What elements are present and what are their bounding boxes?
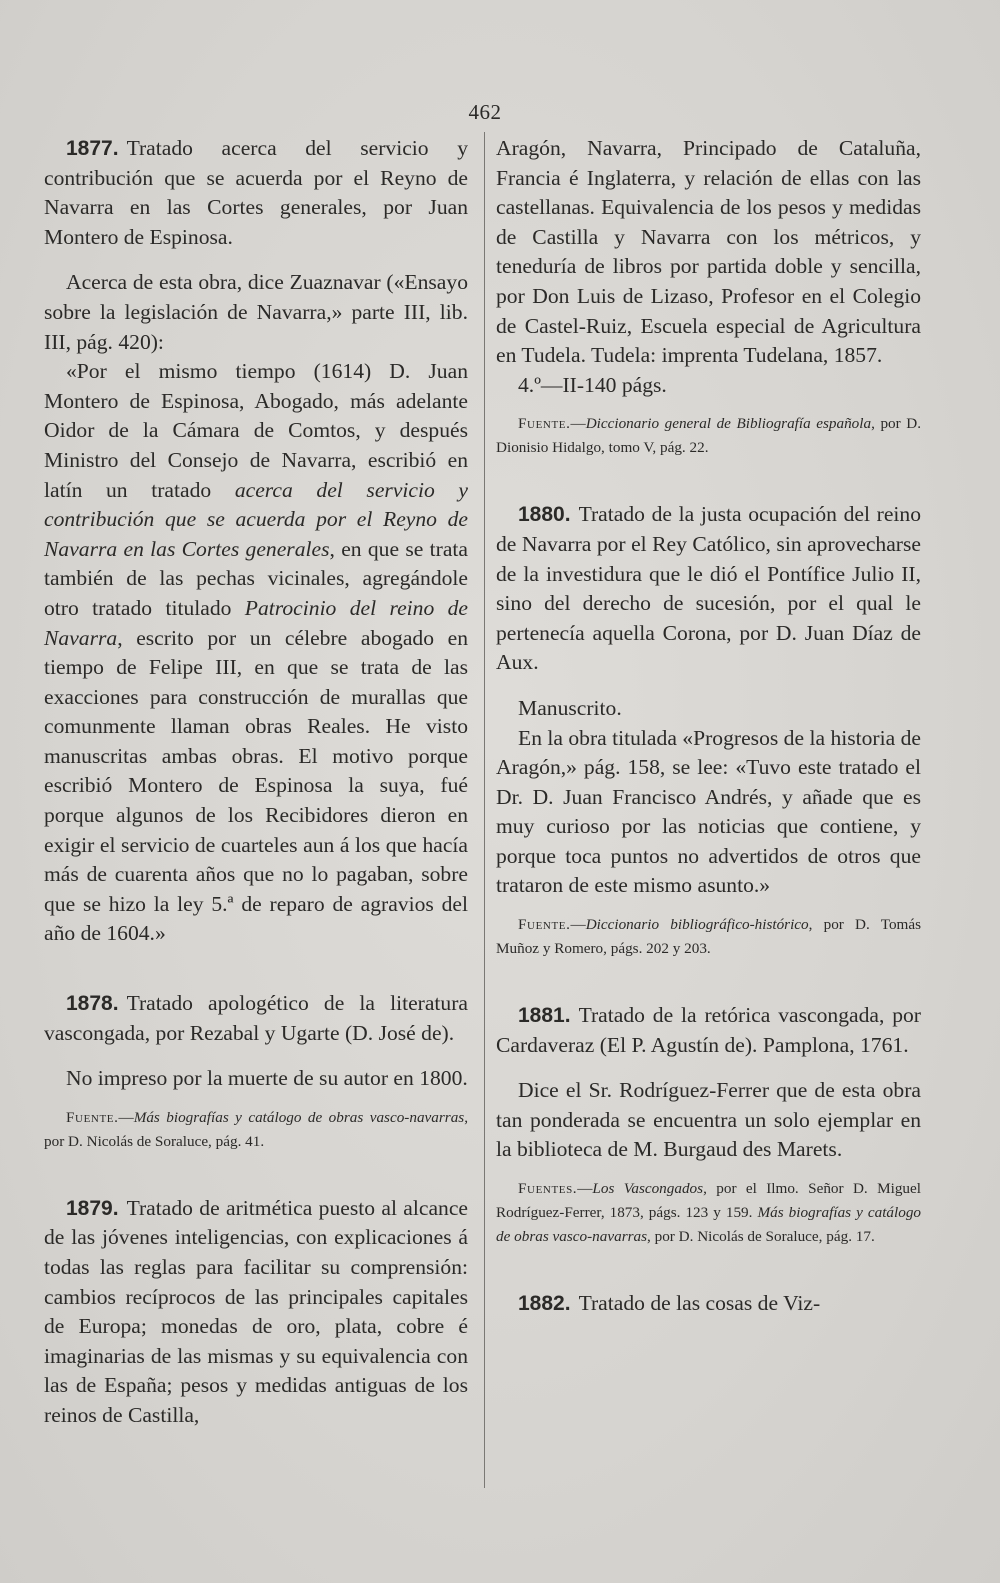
source-rest: , por D. Nicolás de Soraluce, pág. 17. [647, 1228, 875, 1246]
entry-gap [44, 949, 468, 989]
source-rest: , por D. Nicolás de Soraluce, pág. 41. [44, 1108, 468, 1150]
source-title: Diccionario general de Bibliografía española [585, 415, 872, 433]
entry-title-text: Tratado acerca del servicio y contribución que se acuerda por el Reyno de Navarra en las Cortes generales, por Juan Montero de Espinosa. [44, 136, 468, 249]
quote-italic-title: acerca del servicio y contribución que se acuerda por el Reyno de Navarra en las Cortes generales [44, 477, 468, 561]
entry-1878 [44, 989, 468, 1154]
source-label: Fuente. [518, 916, 571, 934]
source-citation [496, 412, 921, 460]
entry-title [496, 1001, 921, 1060]
source-rest: , por el Ilmo. Señor D. Miguel Rodríguez-Ferrer, 1873, págs. 123 y 159. [496, 1180, 921, 1222]
entry-number: 1877. [66, 137, 119, 160]
entry-continued-text: Aragón, Navarra, Principado de Cataluña, Francia é Inglaterra, y relación de ellas con las castellanas. Equivalencia de los pesos y medidas de Castilla y Navarra con los métricos, y teneduría de libros por partida doble y sencilla, por Don Luis de Lizaso, Profesor en el Colegio de Castel-Ruiz, Escuela especial de Agricultura en Tudela. Tudela: imprenta Tudelana, 1857. [496, 136, 921, 368]
quote-text: , en que se trata también de las pechas vicinales, agregándole otro tratado titulado [44, 536, 468, 620]
entry-title-text: Tratado de las cosas de Viz- [578, 1291, 821, 1316]
entry-number: 1879. [66, 1196, 119, 1220]
left-column [44, 134, 468, 1431]
entry-gap [496, 961, 921, 1001]
entry-number: 1880. [518, 503, 571, 527]
entry-number: 1882. [518, 1292, 571, 1316]
source-rest: , por D. Dionisio Hidalgo, tomo V, pág. 22. [496, 415, 921, 457]
entry-number: 1881. [518, 1004, 571, 1028]
source-dash: — [577, 1180, 593, 1198]
source-title: Más biografías y catálogo de obras vasco-navarras [496, 1204, 922, 1246]
source-dash: — [118, 1108, 134, 1126]
entry-title [44, 989, 468, 1048]
entry-title [44, 134, 468, 252]
entry-paragraph: Acerca de esta obra, dice Zuaznavar («Ensayo sobre la legislación de Navarra,» parte III, lib. III, pág. 420): [44, 270, 468, 354]
source-dash: — [570, 916, 586, 934]
quote-italic-title: Patrocinio del reino de Navarra [44, 595, 468, 650]
entry-paragraph: En la obra titulada «Progresos de la historia de Aragón,» pág. 158, se lee: «Tuvo este tratado el Dr. D. Juan Francisco Andrés, y añade que es muy curioso por las noticias que contiene, y porque toca puntos no advertidos de otros que trataron de este mismo asunto.» [496, 725, 921, 898]
entry-1877 [44, 134, 468, 949]
source-label: Fuentes. [518, 1180, 578, 1198]
source-dash: — [570, 415, 586, 433]
entry-number: 1878. [66, 992, 119, 1016]
entry-1881 [496, 1001, 921, 1249]
entry-title-text: Tratado apologético de la literatura vascongada, por Rezabal y Ugarte (D. José de). [44, 991, 468, 1045]
quote-text: «Por el mismo tiempo (1614) D. Juan Montero de Espinosa, Abogado, más adelante Oidor de la Cámara de Comtos, y después Ministro del Consejo de Navarra, escribió en latín un tratado [44, 359, 468, 502]
entry-title [44, 1194, 468, 1431]
entry-title-text: Tratado de aritmética puesto al alcance de las jóvenes inteligencias, con explicaciones á todas las reglas para facilitar su comprensión: cambios recíprocos de las principales capitales de Europa; monedas de oro, plata, cobre é imaginarias de las mismas y su equivalencia con las de España; pesos y medidas antiguas de los reinos de Castilla, [44, 1195, 468, 1427]
source-label: Fuente. [518, 415, 571, 433]
entry-title [496, 1289, 921, 1319]
entry-title [496, 500, 921, 678]
column-divider [484, 132, 485, 1488]
quote-text: , escrito por un célebre abogado en tiempo de Felipe III, en que se trata de las exacciones para construcción de murallas que comunmente llaman obras Reales. He visto manuscritas ambas obras. El motivo porque escribió Montero de Espinosa la suya, fué porque algunos de los Recibidores dieron en exigir el servicio de cuarteles aun á los que hacía más de cuarenta años que no lo pagaban, sobre que se hizo la ley 5.ª de reparo de agravios del año de 1604.» [44, 625, 468, 946]
entry-paragraph: Manuscrito. [518, 695, 622, 720]
entry-title-text: Tratado de la retórica vascongada, por Cardaveraz (El P. Agustín de). Pamplona, 1761. [496, 1003, 921, 1057]
entry-gap [44, 1154, 468, 1194]
source-title: Diccionario bibliográfico-histórico [585, 916, 809, 934]
source-rest: , por D. Tomás Muñoz y Romero, págs. 202 y 203. [496, 916, 921, 958]
entry-1879 [44, 1194, 468, 1431]
entry-title-text: Tratado de la justa ocupación del reino de Navarra por el Rey Católico, sin aprovecharse de la investidura que le dió el Pontífice Julio II, sino del derecho de sucesión, por el qual le pertenecía aquella Corona, por D. Juan Díaz de Aux. [496, 502, 921, 675]
entry-paragraph: No impreso por la muerte de su autor en 1800. [66, 1066, 468, 1091]
page-number: 462 [468, 100, 502, 124]
book-format: 4.º—II-140 págs. [518, 372, 667, 397]
source-citation [496, 913, 921, 961]
entry-paragraph-quote [44, 357, 468, 949]
source-citation [496, 1177, 921, 1249]
entry-gap [496, 460, 921, 500]
entry-gap [496, 1249, 921, 1289]
source-title: Más biografías y catálogo de obras vasco-navarras [133, 1108, 465, 1126]
entry-1880 [496, 500, 921, 961]
entry-1879-continued [496, 134, 921, 460]
source-title: Los Vascongados [592, 1180, 704, 1198]
source-label: Fuente. [66, 1108, 119, 1126]
source-citation [44, 1106, 468, 1154]
entry-paragraph: Dice el Sr. Rodríguez-Ferrer que de esta obra tan ponderada se encuentra un solo ejemplar en la biblioteca de M. Burgaud des Marets. [496, 1078, 921, 1162]
entry-1882 [496, 1289, 921, 1319]
right-column [496, 134, 921, 1319]
